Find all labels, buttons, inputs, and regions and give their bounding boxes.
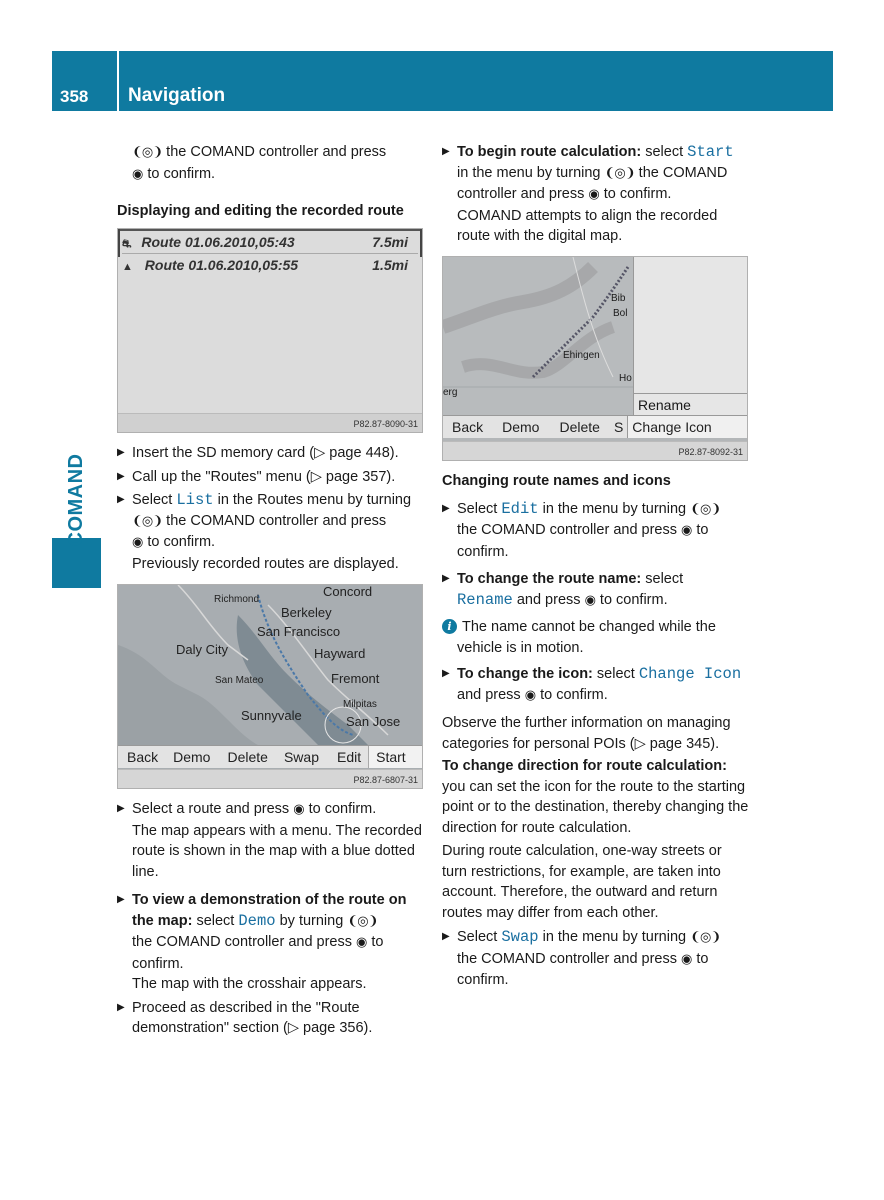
- text: the COMAND controller and press: [162, 144, 387, 160]
- image-code-bar: [118, 413, 422, 432]
- step-rename: [442, 569, 750, 611]
- controller-turn-icon: ❨◎❩: [690, 501, 721, 517]
- menu-swap[interactable]: Swap: [283, 749, 319, 765]
- menu-swap-partial[interactable]: S: [613, 419, 624, 435]
- controller-turn-icon: ❨◎❩: [132, 513, 163, 529]
- menu-back[interactable]: Back: [127, 749, 159, 765]
- controller-turn-icon: ❨◎❩: [347, 913, 378, 929]
- text: and press: [457, 686, 521, 703]
- text: in the menu by turning: [457, 164, 601, 181]
- text: COMAND attempts to align the recorded route with the digital map.: [457, 207, 718, 244]
- right-column: [442, 142, 750, 247]
- map-image: [443, 257, 633, 417]
- text: to confirm.: [143, 534, 216, 550]
- controller-press-icon: ◉: [524, 687, 537, 703]
- menu-demo[interactable]: Demo: [502, 419, 540, 435]
- text: confirm.: [457, 972, 509, 988]
- menu-item-swap: Swap: [501, 928, 539, 946]
- text: The name cannot be changed while the vehicle is in motion.: [457, 619, 716, 656]
- page-header: [52, 51, 833, 111]
- map-label-sunnyvale: Sunnyvale: [241, 708, 302, 723]
- menu-item-demo: Demo: [238, 911, 276, 930]
- image-code-bar: [118, 769, 422, 788]
- text: Select a route and press: [132, 801, 290, 817]
- text: and press: [512, 591, 581, 608]
- left-steps: [117, 443, 425, 574]
- text: you can set the icon for the route to the starting point or to the destination, thereby changing the direction for route calculation.: [442, 778, 749, 836]
- text: To view a demonstration of the route on the map:: [132, 892, 407, 929]
- text: by turning: [275, 912, 344, 929]
- text: in the menu by turning: [538, 929, 687, 945]
- text: to: [692, 522, 709, 538]
- edit-side-menu: [633, 257, 748, 417]
- route-distance: 1.5mi: [372, 257, 408, 273]
- menu-item-list: List: [176, 491, 214, 509]
- step-select-edit: [442, 499, 750, 563]
- text: to: [692, 950, 709, 967]
- text: the COMAND controller and press: [457, 164, 728, 202]
- text: The map appears with a menu. The recorded route is shown in the map with a blue dotted line.: [132, 822, 422, 880]
- map-label-daly-city: Daly City: [176, 642, 229, 657]
- menu-demo[interactable]: Demo: [173, 749, 211, 765]
- text: in the menu by turning: [538, 500, 687, 517]
- route-flag-icon: ▲: [122, 261, 133, 273]
- text: to confirm.: [599, 186, 672, 202]
- step-select-swap: [442, 927, 750, 991]
- map-label-hayward: Hayward: [314, 646, 366, 661]
- step-select-list: [117, 490, 425, 574]
- menu-delete[interactable]: Delete: [227, 749, 268, 765]
- step-select-route: [117, 799, 425, 882]
- map-menu-bar: [118, 745, 422, 768]
- paragraph-direction: [442, 756, 750, 838]
- map-label-san-jose: San Jose: [346, 714, 401, 729]
- image-code: P82.87-6807-31: [353, 775, 418, 785]
- controller-press-icon: ◉: [132, 535, 144, 550]
- text: Select: [457, 500, 502, 517]
- info-note: [442, 617, 750, 658]
- menu-item-start: Start: [687, 143, 734, 161]
- text: select: [592, 666, 639, 682]
- text: Select: [132, 492, 177, 508]
- page-number: 358: [60, 87, 89, 106]
- map-label-fremont: Fremont: [331, 671, 380, 686]
- text: To begin route calculation:: [457, 144, 642, 160]
- left-column: [117, 142, 425, 222]
- map-label-milpitas: Milpitas: [343, 699, 377, 710]
- text: to confirm.: [595, 591, 668, 608]
- controller-press-icon: ◉: [588, 187, 600, 202]
- controller-turn-icon: ❨◎❩: [604, 165, 635, 181]
- map-label-erg: erg: [443, 387, 458, 398]
- route-name: Route 01.06.2010,05:43: [141, 234, 295, 250]
- text: the COMAND controller and press: [162, 512, 387, 529]
- text: in the Routes menu by turning: [213, 492, 412, 508]
- text: To change direction for route calculation:: [442, 758, 727, 774]
- step-insert-sd: ▶ Insert the SD memory card (▷ page 448).: [117, 443, 425, 464]
- text: the COMAND controller and press: [132, 934, 352, 950]
- text: to confirm.: [143, 165, 216, 182]
- text: The map with the crosshair appears.: [132, 976, 367, 992]
- text: Previously recorded routes are displayed.: [132, 555, 399, 572]
- map-screen-edit: [442, 256, 748, 461]
- paragraph-during: During route calculation, one-way streets or turn restrictions, for example, are taken into account. Therefore, the outward and return routes may differ from each other.: [442, 843, 722, 921]
- map-label-san-mateo: San Mateo: [215, 675, 264, 686]
- controller-press-icon: ◉: [584, 592, 596, 608]
- text: to confirm.: [132, 934, 384, 972]
- map-label-berkeley: Berkeley: [281, 605, 332, 620]
- map-screen-bay-area: [117, 584, 423, 789]
- map-label-ehingen: Ehingen: [563, 350, 600, 361]
- menu-change-icon[interactable]: Change Icon: [627, 416, 747, 438]
- controller-turn-icon: ❨◎❩: [690, 930, 721, 945]
- route-distance: 7.5mi: [372, 234, 408, 250]
- map-menu-bar: [443, 415, 747, 438]
- menu-item-change-icon: Change Icon: [638, 665, 742, 683]
- menu-delete[interactable]: Delete: [559, 419, 600, 435]
- map-label-concord: Concord: [323, 584, 373, 599]
- route-recorded-icon: ⛐: [122, 238, 132, 250]
- text: to confirm.: [536, 686, 608, 703]
- step-view-demo: [117, 890, 425, 995]
- intro-continuation: [117, 142, 425, 185]
- section-heading: Changing route names and icons: [442, 473, 671, 489]
- text: select: [192, 912, 239, 929]
- text: To change the route name:: [457, 571, 642, 587]
- menu-rename[interactable]: Rename: [638, 397, 691, 413]
- text: Select: [457, 929, 502, 945]
- section-heading: Displaying and editing the recorded route: [117, 203, 404, 219]
- map-label-ho: Ho: [619, 373, 632, 384]
- step-begin-calculation: [442, 142, 750, 247]
- paragraph-observe: Observe the further information on managing categories for personal POIs (▷ page 345).: [442, 715, 731, 752]
- text: to confirm.: [304, 801, 377, 817]
- route-list-item[interactable]: [122, 254, 418, 276]
- controller-press-icon: ◉: [681, 523, 693, 538]
- info-icon: i: [442, 619, 457, 634]
- controller-press-icon: ◉: [293, 802, 305, 817]
- menu-edit[interactable]: Edit: [336, 749, 362, 765]
- controller-press-icon: ◉: [132, 166, 144, 182]
- text: To change the icon:: [457, 666, 593, 682]
- left-steps-2: [117, 799, 425, 1039]
- menu-item-edit: Edit: [501, 499, 539, 518]
- route-name: Route 01.06.2010,05:55: [144, 257, 299, 273]
- text: the COMAND controller and press: [457, 522, 677, 538]
- controller-press-icon: ◉: [356, 935, 368, 950]
- side-tab-label: COMAND: [64, 453, 87, 547]
- image-code-bar: [443, 441, 747, 460]
- menu-back[interactable]: Back: [452, 419, 484, 435]
- map-label-bib: Bib: [611, 293, 626, 304]
- controller-turn-icon: ❨◎❩: [132, 145, 163, 160]
- map-label-richmond: Richmond: [214, 594, 260, 605]
- text: select: [641, 144, 688, 160]
- text: select: [641, 571, 684, 587]
- header-divider: [117, 51, 119, 111]
- route-list-item[interactable]: [122, 231, 418, 254]
- step-change-icon: [442, 664, 750, 706]
- map-label-bol: Bol: [613, 308, 628, 319]
- route-list-screen: [117, 228, 423, 433]
- step-routes-menu: ▶ Call up the "Routes" menu (▷ page 357).: [117, 467, 425, 488]
- step-proceed: ▶ Proceed as described in the "Route demonstration" section (▷ page 356).: [117, 998, 425, 1039]
- text: confirm.: [457, 543, 509, 560]
- menu-start[interactable]: Start: [368, 746, 422, 768]
- image-code: P82.87-8092-31: [678, 447, 743, 457]
- image-code: P82.87-8090-31: [353, 419, 418, 429]
- map-label-san-francisco: San Francisco: [257, 624, 341, 639]
- text: the COMAND controller and press: [457, 950, 677, 967]
- page-title: Navigation: [128, 85, 226, 106]
- menu-item-rename: Rename: [457, 590, 513, 609]
- right-steps: [442, 471, 750, 991]
- controller-press-icon: ◉: [681, 951, 693, 967]
